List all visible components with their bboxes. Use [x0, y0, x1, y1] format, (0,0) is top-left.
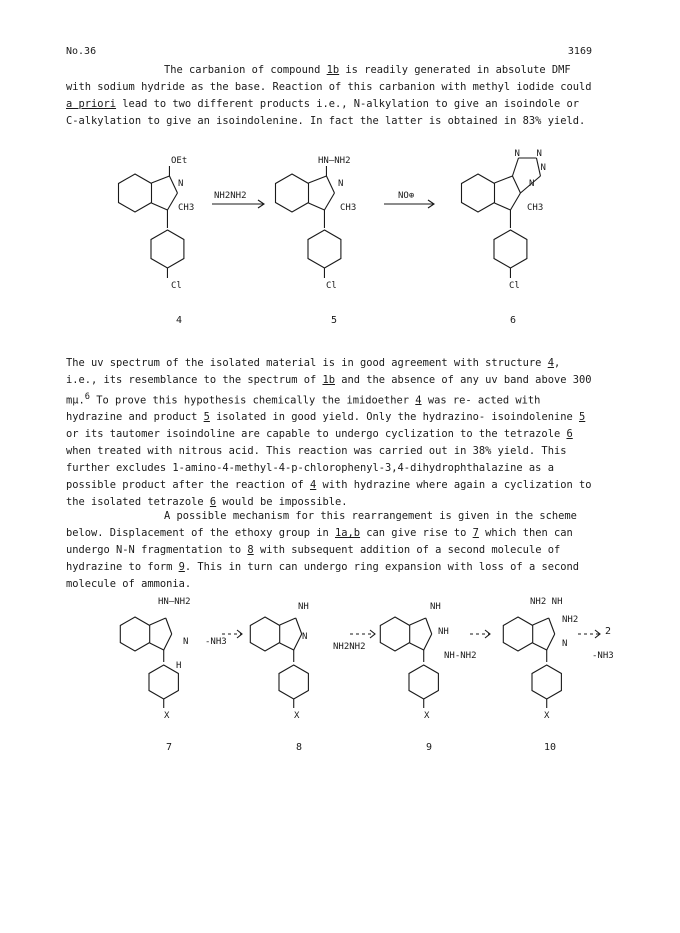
- c5-hn-nh2: HN—NH2: [318, 156, 351, 166]
- compound-9-phenyl-ring: [409, 665, 438, 699]
- label-8: 8: [296, 742, 303, 753]
- p2-h: when treated with nitrous acid. This reaction was carried out in 38% yield. This further excludes 1-amino-4-methyl-4-p-chlorophenyl-3,4-dihydrophthalazine as a possible product after the reaction of: [66, 445, 567, 492]
- compound-10-phenyl-ring: [532, 665, 561, 699]
- p2-ref-6b: 6: [209, 496, 217, 509]
- p2-j: would be impossible.: [216, 496, 348, 509]
- compound-10-bond-n-c3: [547, 634, 555, 650]
- c9-x: X: [424, 711, 430, 721]
- c8-nh: NH: [298, 602, 309, 612]
- mechanism-arrowhead-1: [237, 630, 242, 638]
- compound-5: [318, 156, 356, 326]
- c4-cl: Cl: [171, 281, 182, 291]
- c5-ch3: CH3: [340, 203, 357, 213]
- compound-6-bond-c1: [494, 176, 512, 183]
- compound-5-bond-cn: [326, 176, 334, 193]
- compound-9-bond-n-c3: [424, 634, 432, 650]
- compound-4: [171, 156, 194, 326]
- c6-n: N: [529, 179, 535, 189]
- p1-text-d: lead to two different products i.e., N-alkylation to give an isoindole or C-alkylation to give an isoindolenine. In fact the latter is obtained in 83% yield.: [66, 98, 586, 127]
- compound-9-benzo-ring: [380, 617, 409, 651]
- compound-10-bond-cn: [549, 618, 555, 634]
- c9-nh: NH: [438, 627, 449, 637]
- c10-x: X: [544, 711, 550, 721]
- p1-text-c: DMF with sodium hydride as the base. Reaction of this carbanion with methyl iodide could: [66, 64, 592, 93]
- c7-hn-nh2: HN—NH2: [158, 597, 191, 607]
- label-6: 6: [510, 315, 517, 326]
- label-4: 4: [176, 315, 183, 326]
- p2-a: The uv spectrum of the isolated material is in good agreement with structure: [66, 357, 548, 369]
- minus-nh3-2: -NH3: [592, 651, 614, 661]
- p1-text-b: is readily generated in absolute: [339, 64, 546, 76]
- p2-d: To prove this hypothesis chemically the imidoether: [90, 394, 416, 407]
- compound-4-bond-c1: [151, 176, 169, 183]
- scheme-2: [0, 592, 680, 762]
- p2-ref-4b: 4: [415, 394, 422, 407]
- compound-5-bond-c3: [308, 203, 324, 210]
- p3-a: A possible mechanism for this rearrangement is given in the scheme below. Displacement of the ethoxy group in: [66, 510, 577, 539]
- compound-5-bond-n-c3: [324, 193, 334, 210]
- scheme-1: [0, 148, 680, 328]
- page-number: 3169: [567, 46, 592, 57]
- p1-apriori: a priori: [66, 98, 117, 110]
- c6-cl: Cl: [509, 281, 520, 291]
- compound-5-bond-c1: [308, 176, 326, 183]
- c10-nh2: NH2: [562, 615, 579, 625]
- p2-g: or its tautomer isoindoline are capable to undergo cyclization to the tetrazole: [66, 428, 567, 441]
- p1-ref-1b: 1b: [326, 64, 340, 76]
- reagent-hydrazine-2: NH2NH2: [333, 642, 366, 652]
- compound-7-phenyl-ring: [149, 665, 178, 699]
- c10-n: N: [562, 639, 568, 649]
- c4-ch3: CH3: [178, 203, 195, 213]
- tetrazole-n-3: N: [540, 163, 546, 173]
- c6-ch3: CH3: [527, 203, 544, 213]
- compound-8-bond-c3: [280, 643, 294, 650]
- paragraph-1: [66, 62, 596, 130]
- compound-8-benzo-ring: [250, 617, 279, 651]
- compound-8-phenyl-ring: [279, 665, 308, 699]
- label-9: 9: [426, 742, 433, 753]
- p1-text-a: The carbanion of compound: [164, 64, 327, 76]
- compound-6-benzo-ring: [462, 174, 495, 212]
- compound-8-bond-cn: [296, 618, 302, 634]
- paragraph-2: [66, 355, 596, 511]
- paragraph-3: [66, 508, 596, 593]
- c4-n: N: [178, 179, 184, 189]
- p3-c: which then can undergo N-N fragmentation to: [66, 527, 573, 556]
- compound-6-bond-n-c3: [510, 193, 520, 210]
- compound-5-benzo-ring: [276, 174, 309, 212]
- compound-6: [509, 179, 543, 326]
- compound-7-bond-n-c3: [164, 634, 172, 650]
- p3-e: . This in turn can undergo ring expansion with loss of a second molecule of ammonia.: [66, 561, 579, 590]
- c10-to-2: 2: [605, 626, 612, 637]
- label-10: 10: [544, 742, 557, 753]
- c10-nh2-nh: NH2 NH: [530, 597, 563, 607]
- c5-cl: Cl: [326, 281, 337, 291]
- p2-f: isolated in good yield. Only the hydrazino- isoindolenine: [209, 411, 579, 424]
- compound-4-phenyl-ring: [151, 230, 184, 268]
- p2-ref-4c: 4: [309, 479, 317, 492]
- compound-8-bond-n-c3: [294, 634, 302, 650]
- compound-6-phenyl-ring: [494, 230, 527, 268]
- compound-8-bond-c1: [280, 618, 296, 625]
- c8-x: X: [294, 711, 300, 721]
- p2-b: , i.e., its resemblance to the spectrum of: [66, 357, 561, 386]
- reagent-nitrosonium: NO⊕: [398, 191, 415, 201]
- compound-4-bond-n-c3: [167, 193, 177, 210]
- mechanism-arrowhead-3: [485, 630, 490, 638]
- p3-ref-9: 9: [178, 561, 185, 573]
- compound-10-bond-c3: [533, 643, 547, 650]
- compound-4-bond-c3: [151, 203, 167, 210]
- compound-7-bond-cn: [166, 618, 172, 634]
- c9-nh-top: NH: [430, 602, 441, 612]
- reagent-hydrazine: NH2NH2: [214, 191, 247, 201]
- compound-7-benzo-ring: [120, 617, 149, 651]
- compound-4-benzo-ring: [119, 174, 152, 212]
- c7-h: H: [176, 661, 182, 671]
- p2-e: was re- acted with hydrazine and product: [66, 394, 541, 424]
- tetrazole-bond-a: [512, 158, 518, 176]
- p2-ref-5: 5: [203, 411, 210, 424]
- compound-7-bond-c3: [150, 643, 164, 650]
- c7-x: X: [164, 711, 170, 721]
- compound-6-bond-c3: [494, 203, 510, 210]
- c5-n: N: [338, 179, 344, 189]
- label-7: 7: [166, 742, 173, 753]
- compound-4-bond-cn: [169, 176, 177, 193]
- tetrazole-n-1: N: [514, 149, 520, 159]
- p2-ref-6: 6: [566, 428, 573, 441]
- compound-5-phenyl-ring: [308, 230, 341, 268]
- page-journal-number: No.36: [66, 46, 97, 57]
- p2-ref-1b: 1b: [322, 374, 335, 386]
- c7-n: N: [183, 637, 189, 647]
- c9-nh-nh2: NH-NH2: [444, 651, 477, 661]
- p3-ref-1ab: 1a,b: [335, 527, 361, 539]
- compound-10-bond-c1: [533, 618, 549, 625]
- p2-i: with hydrazine where again a cyclization to the isolated tetrazole: [66, 479, 592, 509]
- compound-9-bond-cn: [426, 618, 432, 634]
- compound-7-bond-c1: [150, 618, 166, 625]
- p3-d: with subsequent addition of a second molecule of hydrazine to form: [66, 544, 561, 573]
- p3-ref-7: 7: [472, 527, 479, 539]
- p2-c: and the absence of any uv band above 300 mμ.: [66, 374, 592, 407]
- c4-oet: OEt: [171, 156, 188, 166]
- label-5: 5: [331, 315, 338, 326]
- p2-footnote: 6: [84, 392, 90, 402]
- p3-b: can give rise to: [360, 527, 473, 539]
- tetrazole-n-2: N: [536, 149, 542, 159]
- p2-ref-5b: 5: [579, 411, 586, 424]
- p3-ref-8: 8: [247, 544, 254, 556]
- compound-9-bond-c1: [410, 618, 426, 625]
- minus-nh3-1: -NH3: [205, 637, 227, 647]
- compound-6-bond-cn: [512, 176, 520, 193]
- compound-10-benzo-ring: [503, 617, 532, 651]
- p2-ref-4: 4: [547, 357, 554, 369]
- c8-n: N: [302, 632, 308, 642]
- compound-9-bond-c3: [410, 643, 424, 650]
